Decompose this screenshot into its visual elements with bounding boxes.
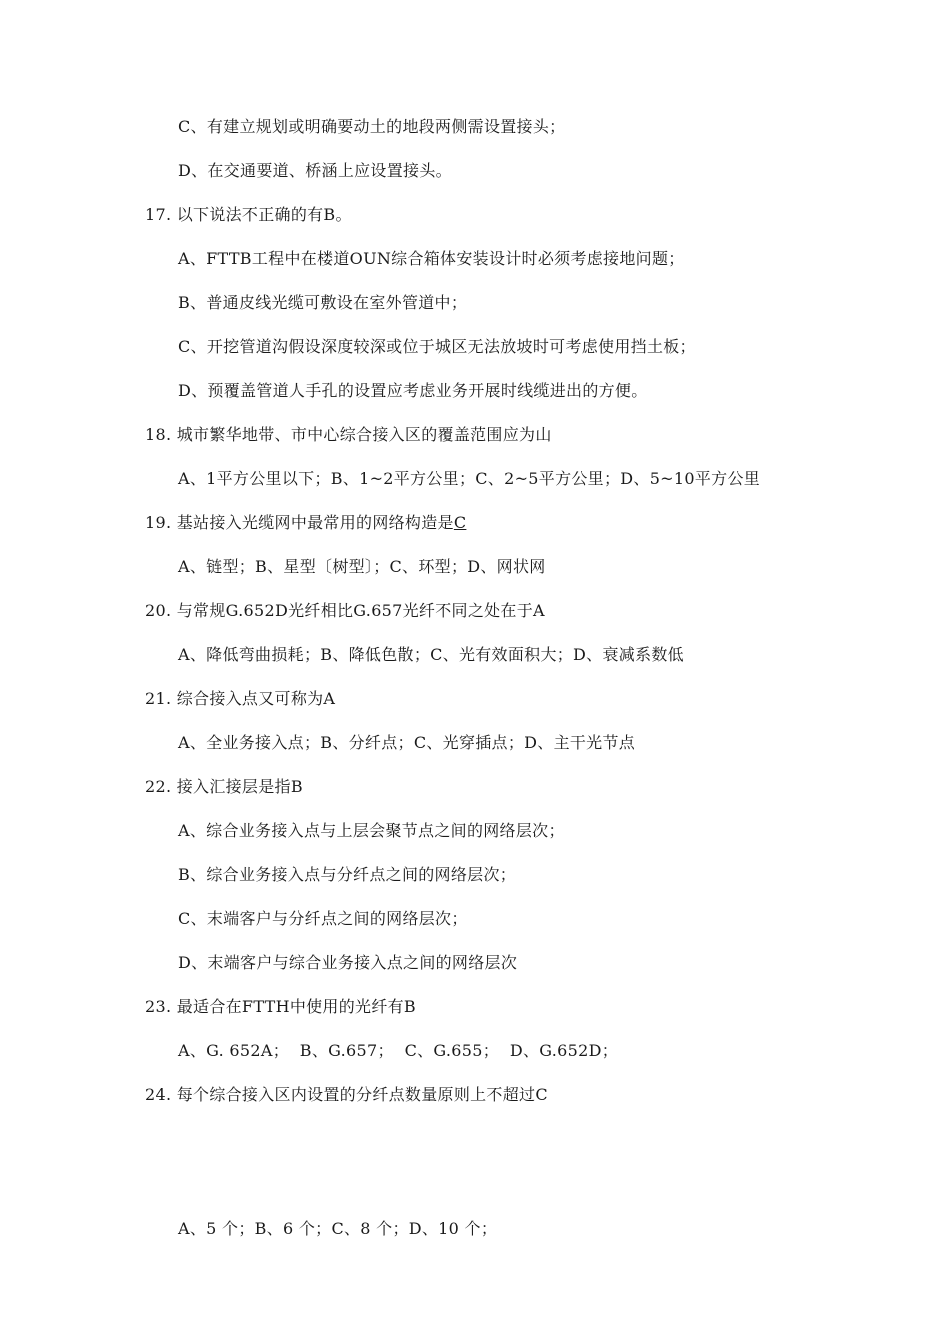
- option-text: A、降低弯曲损耗；B、降低色散；C、光有效面积大；D、衰减系数低: [178, 645, 684, 664]
- option-text: A、G. 652A； B、G.657； C、G.655； D、G.652D；: [178, 1041, 619, 1060]
- option-text: C、有建立规划或明确要动土的地段两侧需设置接头；: [178, 117, 566, 136]
- option-text: B、综合业务接入点与分纤点之间的网络层次；: [178, 865, 517, 884]
- option-text: C、末端客户与分纤点之间的网络层次；: [178, 909, 468, 928]
- option-text: A、FTTB工程中在楼道OUN综合箱体安装设计时必须考虑接地问题；: [178, 249, 685, 268]
- option-text: B、普通皮线光缆可敷设在室外管道中；: [178, 293, 468, 312]
- question-line: [145, 513, 466, 533]
- question-text: 24. 每个综合接入区内设置的分纤点数量原则上不超过C: [145, 1085, 548, 1104]
- question-text: 19. 基站接入光缆网中最常用的网络构造是: [145, 513, 454, 532]
- option-text: A、5 个；B、6 个；C、8 个；D、10 个；: [178, 1219, 498, 1238]
- question-text: 23. 最适合在FTTH中使用的光纤有B: [145, 997, 416, 1016]
- option-text: A、综合业务接入点与上层会聚节点之间的网络层次；: [178, 821, 565, 840]
- option-text: A、1平方公里以下；B、1~2平方公里；C、2~5平方公里；D、5~10平方公里: [178, 469, 761, 488]
- question-text: 17. 以下说法不正确的有B。: [145, 205, 352, 224]
- question-text: 21. 综合接入点又可称为A: [145, 689, 336, 708]
- option-text: C、开挖管道沟假设深度较深或位于城区无法放坡时可考虑使用挡土板；: [178, 337, 696, 356]
- option-text: A、全业务接入点；B、分纤点；C、光穿插点；D、主干光节点: [178, 733, 636, 752]
- option-text: D、末端客户与综合业务接入点之间的网络层次: [178, 953, 518, 972]
- question-text: 22. 接入汇接层是指B: [145, 777, 303, 796]
- question-text: 18. 城市繁华地带、市中心综合接入区的覆盖范围应为山: [145, 425, 552, 444]
- option-text: D、预覆盖管道人手孔的设置应考虑业务开展时线缆进出的方便。: [178, 381, 648, 400]
- answer-letter: C: [453, 513, 467, 532]
- option-text: D、在交通要道、桥涵上应设置接头。: [178, 161, 452, 180]
- question-text: 20. 与常规G.652D光纤相比G.657光纤不同之处在于A: [145, 601, 545, 620]
- option-text: A、链型；B、星型〔树型〕；C、环型；D、网状网: [178, 557, 546, 576]
